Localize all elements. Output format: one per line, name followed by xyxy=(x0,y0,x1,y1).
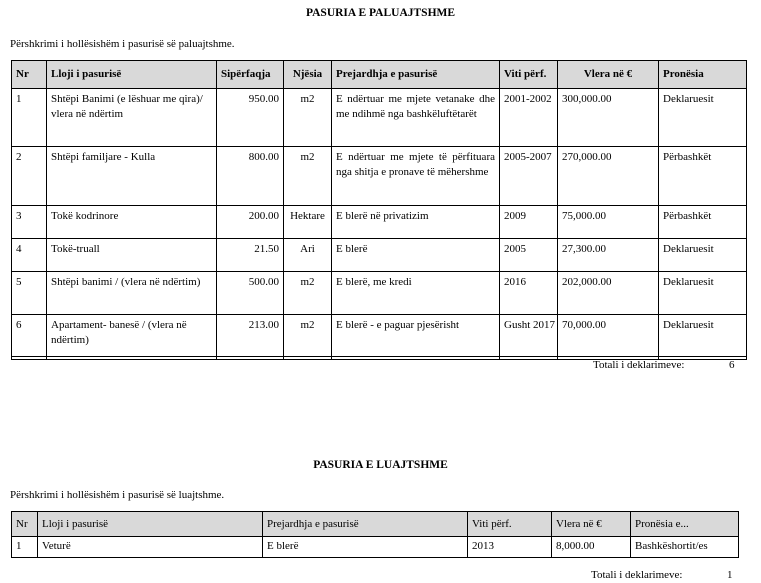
cell-nr: 4 xyxy=(12,239,47,272)
cell-viti: 2013 xyxy=(468,537,552,558)
cell-nr: 2 xyxy=(12,147,47,206)
section2-title: PASURIA E LUAJTSHME xyxy=(313,459,448,471)
cell-prejardhja: E blerë në privatizim xyxy=(332,206,500,239)
section1-total-label: Totali i deklarimeve: xyxy=(593,359,685,371)
cell-nr: 1 xyxy=(12,89,47,147)
cell-nr: 3 xyxy=(12,206,47,239)
cell-viti: 2005 xyxy=(500,239,558,272)
cell-viti: 2001-2002 xyxy=(500,89,558,147)
cell-siperfaqja: 200.00 xyxy=(217,206,284,239)
cell-pronesia: Përbashkët xyxy=(659,147,747,206)
section1-title: PASURIA E PALUAJTSHME xyxy=(305,7,456,19)
cell-nr: 1 xyxy=(12,537,38,558)
cell-vlera: 75,000.00 xyxy=(558,206,659,239)
table-row xyxy=(12,147,747,206)
table-header-row xyxy=(12,512,739,537)
col-header-siperfaqja: Sipërfaqja xyxy=(217,61,284,89)
cell-vlera: 300,000.00 xyxy=(558,89,659,147)
table-row xyxy=(12,89,747,147)
cell-viti: Gusht 2017 xyxy=(500,315,558,357)
cell-siperfaqja: 213.00 xyxy=(217,315,284,357)
col-header-viti: Viti përf. xyxy=(500,61,558,89)
table-header-row xyxy=(12,61,747,89)
cell-vlera: 202,000.00 xyxy=(558,272,659,315)
col-header-prejardhja: Prejardhja e pasurisë xyxy=(263,512,468,537)
cell-njesia: m2 xyxy=(284,315,332,357)
cell-prejardhja: E ndërtuar me mjete vetanake dhe me ndihmë nga bashkëluftëtarët xyxy=(332,89,500,147)
cell-viti: 2009 xyxy=(500,206,558,239)
cell-lloji: Shtëpi banimi / (vlera në ndërtim) xyxy=(47,272,217,315)
cell-prejardhja: E ndërtuar me mjete të përfituara nga shitja e pronave të mëhershme xyxy=(332,147,500,206)
cell-pronesia: Bashkëshortit/es xyxy=(631,537,739,558)
section1-description: Përshkrimi i hollësishëm i pasurisë së paluajtshme. xyxy=(10,38,235,50)
cell-lloji: Tokë kodrinore xyxy=(47,206,217,239)
cell-pronesia: Deklaruesit xyxy=(659,89,747,147)
section2-total-value: 1 xyxy=(727,569,733,581)
cell-siperfaqja: 500.00 xyxy=(217,272,284,315)
cell-siperfaqja: 21.50 xyxy=(217,239,284,272)
table-row xyxy=(12,537,739,558)
table-row xyxy=(12,272,747,315)
col-header-pronesia: Pronësia e... xyxy=(631,512,739,537)
cell-pronesia: Përbashkët xyxy=(659,206,747,239)
cell-vlera: 70,000.00 xyxy=(558,315,659,357)
cell-njesia: m2 xyxy=(284,272,332,315)
cell-vlera: 27,300.00 xyxy=(558,239,659,272)
movable-property-table xyxy=(11,511,739,558)
cell-siperfaqja: 800.00 xyxy=(217,147,284,206)
cell-prejardhja: E blerë, me kredi xyxy=(332,272,500,315)
table-row xyxy=(12,206,747,239)
cell-nr: 5 xyxy=(12,272,47,315)
section2-description: Përshkrimi i hollësishëm i pasurisë së luajtshme. xyxy=(10,489,225,501)
table-row xyxy=(12,239,747,272)
cell-nr: 6 xyxy=(12,315,47,357)
cell-pronesia: Deklaruesit xyxy=(659,272,747,315)
col-header-prejardhja: Prejardhja e pasurisë xyxy=(332,61,500,89)
cell-siperfaqja: 950.00 xyxy=(217,89,284,147)
col-header-lloji: Lloji i pasurisë xyxy=(47,61,217,89)
col-header-vlera: Vlera në € xyxy=(552,512,631,537)
col-header-njesia: Njësia xyxy=(284,61,332,89)
cell-prejardhja: E blerë xyxy=(263,537,468,558)
col-header-nr: Nr xyxy=(12,61,47,89)
cell-lloji: Veturë xyxy=(38,537,263,558)
cell-lloji: Shtëpi Banimi (e lëshuar me qira)/ vlera në ndërtim xyxy=(47,89,217,147)
cell-lloji: Shtëpi familjare - Kulla xyxy=(47,147,217,206)
cell-vlera: 270,000.00 xyxy=(558,147,659,206)
cell-vlera: 8,000.00 xyxy=(552,537,631,558)
section1-total-value: 6 xyxy=(729,359,735,371)
cell-lloji: Apartament- banesë / (vlera në ndërtim) xyxy=(47,315,217,357)
cell-prejardhja: E blerë - e paguar pjesërisht xyxy=(332,315,500,357)
cell-viti: 2016 xyxy=(500,272,558,315)
immovable-property-table xyxy=(11,60,747,360)
cell-viti: 2005-2007 xyxy=(500,147,558,206)
cell-njesia: m2 xyxy=(284,89,332,147)
table-row xyxy=(12,315,747,357)
cell-lloji: Tokë-truall xyxy=(47,239,217,272)
cell-pronesia: Deklaruesit xyxy=(659,239,747,272)
col-header-nr: Nr xyxy=(12,512,38,537)
cell-njesia: Hektare xyxy=(284,206,332,239)
cell-njesia: Ari xyxy=(284,239,332,272)
cell-njesia: m2 xyxy=(284,147,332,206)
col-header-lloji: Lloji i pasurisë xyxy=(38,512,263,537)
cell-prejardhja: E blerë xyxy=(332,239,500,272)
col-header-pronesia: Pronësia xyxy=(659,61,747,89)
col-header-viti: Viti përf. xyxy=(468,512,552,537)
cell-pronesia: Deklaruesit xyxy=(659,315,747,357)
section2-total-label: Totali i deklarimeve: xyxy=(591,569,683,581)
col-header-vlera: Vlera në € xyxy=(558,61,659,89)
